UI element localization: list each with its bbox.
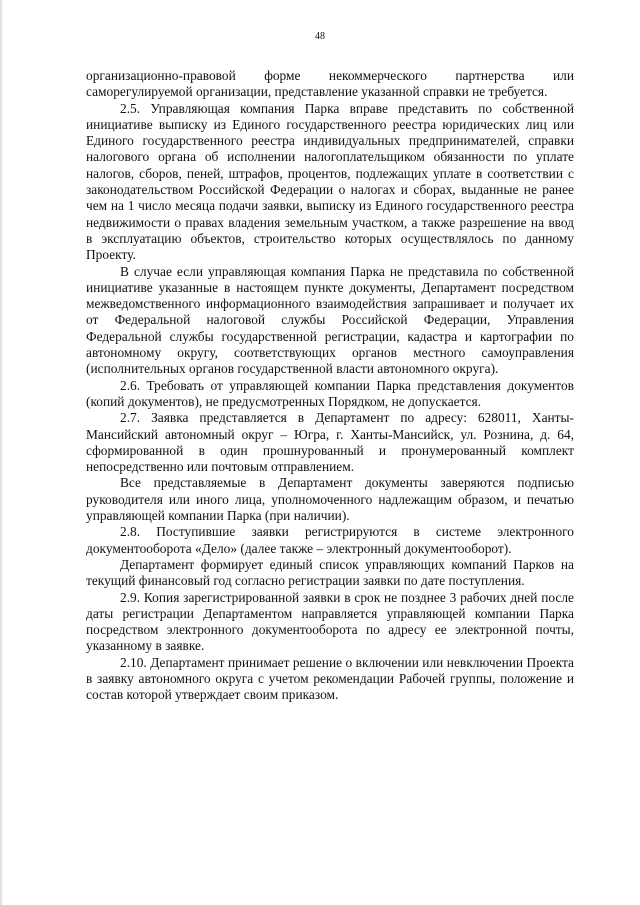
paragraph-2-5: 2.5. Управляющая компания Парка вправе представить по собственной инициативе выписку из Единого государственного реестра юридических лиц или Единого государственного реестра индивидуальных предпринимателей, справки налогового органа об исполнении налогоплательщиком обязанности по уплате налогов, сборов, пеней, штрафов, процентов, подлежащих уплате в соответствии с законодательством Российской Федерации о налогах и сборах, выданные не ранее чем на 1 число месяца подачи заявки, выписку из Единого государственного реестра недвижимости о правах владения земельным участком, а также разрешение на ввод в эксплуатацию объектов, строительство которых осуществлялось по данному Проекту.: [86, 100, 574, 263]
paragraph-2-5-interagency: В случае если управляющая компания Парка не представила по собственной инициативе указанные в настоящем пункте документы, Департамент посредством межведомственного информационного взаимодействия запрашивает и получает их от Федеральной налоговой службы Российской Федерации, Управления Федеральной службы государственной регистрации, кадастра и картографии по автономному округу, соответствующих органов местного самоуправления (исполнительных органов государственной власти автономного округа).: [86, 263, 574, 377]
page-number: 48: [315, 31, 325, 42]
paragraph-2-6: 2.6. Требовать от управляющей компании Парка представления документов (копий документов), не предусмотренных Порядком, не допускается.: [86, 377, 574, 409]
scan-edge: [0, 0, 3, 905]
paragraph-2-9: 2.9. Копия зарегистрированной заявки в срок не позднее 3 рабочих дней после даты регистрации Департаментом направляется управляющей компании Парка посредством электронного документооборота по адресу ее электронной почты, указанному в заявке.: [86, 589, 574, 654]
paragraph-2-8-list: Департамент формирует единый список управляющих компаний Парков на текущий финансовый год согласно регистрации заявки по дате поступления.: [86, 556, 574, 589]
paragraph-continuation: организационно-правовой форме некоммерческого партнерства или саморегулируемой организации, представление указанной справки не требуется.: [86, 68, 574, 100]
paragraph-2-7-certification: Все представляемые в Департамент документы заверяются подписью руководителя или иного лица, уполномоченного надлежащим образом, и печатью управляющей компании Парка (при наличии).: [86, 475, 574, 524]
paragraph-2-10: 2.10. Департамент принимает решение о включении или невключении Проекта в заявку автономного округа с учетом рекомендации Рабочей группы, положение и состав которой утверждает своим приказом.: [86, 654, 574, 703]
paragraph-2-8: 2.8. Поступившие заявки регистрируются в системе электронного документооборота «Дело» (далее также – электронный документооборот).: [86, 524, 574, 556]
paragraph-2-7: 2.7. Заявка представляется в Департамент по адресу: 628011, Ханты-Мансийский автономный округ – Югра, г. Ханты-Мансийск, ул. Рознина, д. 64, сформированной в один прошнурованный и пронумерованный комплект непосредственно или почтовым отправлением.: [86, 410, 574, 475]
body-text: [86, 68, 574, 704]
